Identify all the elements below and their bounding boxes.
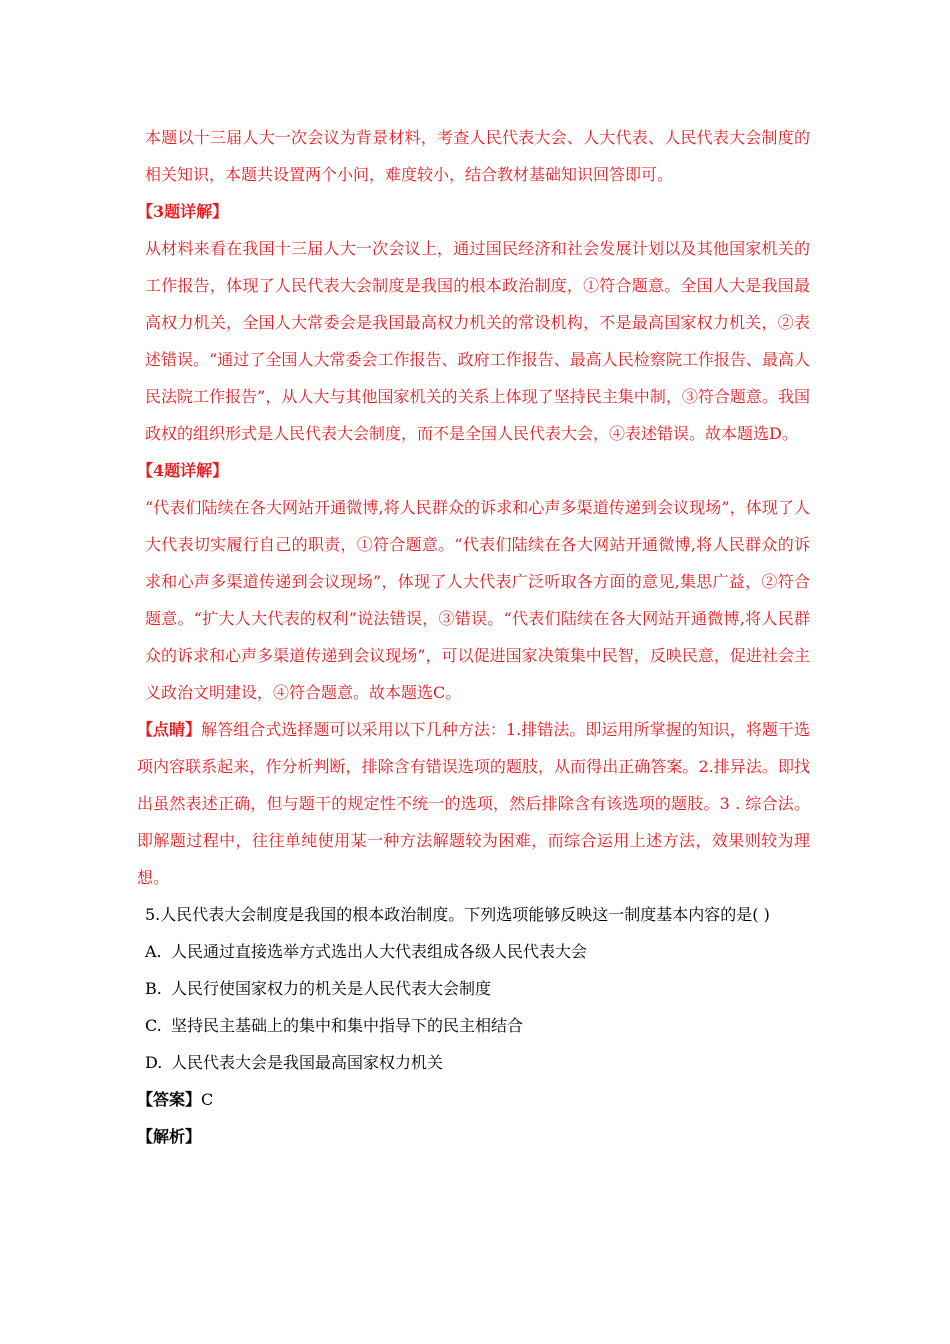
option-b-text: 人民行使国家权力的机关是人民代表大会制度 [171,979,492,998]
tip-paragraph [137,711,810,896]
answer-value: C [201,1090,214,1109]
option-b-letter: B. [145,979,162,998]
document-page [137,119,810,1155]
detail4-heading: 【4题详解】 [137,461,229,480]
option-b [145,970,810,1007]
answer-line [137,1081,810,1118]
option-d [145,1044,810,1081]
answer-label: 【答案】 [137,1090,202,1109]
question5-options [145,933,810,1081]
option-c-letter: C. [145,1016,162,1035]
option-d-text: 人民代表大会是我国最高国家权力机关 [171,1053,444,1072]
option-a [145,933,810,970]
analysis-label: 【解析】 [137,1127,202,1146]
detail3-body: 从材料来看在我国十三届人大一次会议上，通过国民经济和社会发展计划以及其他国家机关的工作报告，体现了人民代表大会制度是我国的根本政治制度，①符合题意。全国人大是我国最高权力机关，全国人大常委会是我国最高权力机关的常设机构，不是最高国家权力机关，②表述错误。“通过了全国人大常委会工作报告、政府工作报告、最高人民检察院工作报告、最高人民法院工作报告”，从人大与其他国家机关的关系上体现了坚持民主集中制，③符合题意。我国政权的组织形式是人民代表大会制度，而不是全国人民代表大会，④表述错误。故本题选D。 [145,239,810,443]
option-c [145,1007,810,1044]
option-d-letter: D. [145,1053,163,1072]
tip-body: 解答组合式选择题可以采用以下几种方法：1.排错法。即运用所掌握的知识，将题干选项内容联系起来，作分析判断，排除含有错误选项的题肢，从而得出正确答案。2.排异法。即找出虽然表述正确，但与题干的规定性不统一的选项，然后排除含有该选项的题肢。3 . 综合法。即解题过程中，往往单纯使用某一种方法解题较为困难，而综合运用上述方法，效果则较为理想。 [137,720,810,887]
tip-heading: 【点睛】 [137,720,202,739]
option-c-text: 坚持民主基础上的集中和集中指导下的民主相结合 [171,1016,524,1035]
option-a-letter: A. [145,942,162,961]
option-a-text: 人民通过直接选举方式选出人大代表组成各级人民代表大会 [171,942,588,961]
intro-paragraph: 本题以十三届人大一次会议为背景材料，考查人民代表大会、人大代表、人民代表大会制度的相关知识，本题共设置两个小问，难度较小，结合教材基础知识回答即可。 [145,128,810,184]
detail3-heading: 【3题详解】 [137,202,229,221]
detail4-body: “代表们陆续在各大网站开通微博,将人民群众的诉求和心声多渠道传递到会议现场”，体现了人大代表切实履行自己的职责，①符合题意。“代表们陆续在各大网站开通微博,将人民群众的诉求和心声多渠道传递到会议现场”，体现了人大代表广泛听取各方面的意见,集思广益，②符合题意。“扩大人大代表的权利”说法错误，③错误。“代表们陆续在各大网站开通微博,将人民群众的诉求和心声多渠道传递到会议现场”，可以促进国家决策集中民智，反映民意，促进社会主义政治文明建设，④符合题意。故本题选C。 [145,498,810,702]
question5-stem: 5.人民代表大会制度是我国的根本政治制度。下列选项能够反映这一制度基本内容的是( ) [145,905,770,924]
